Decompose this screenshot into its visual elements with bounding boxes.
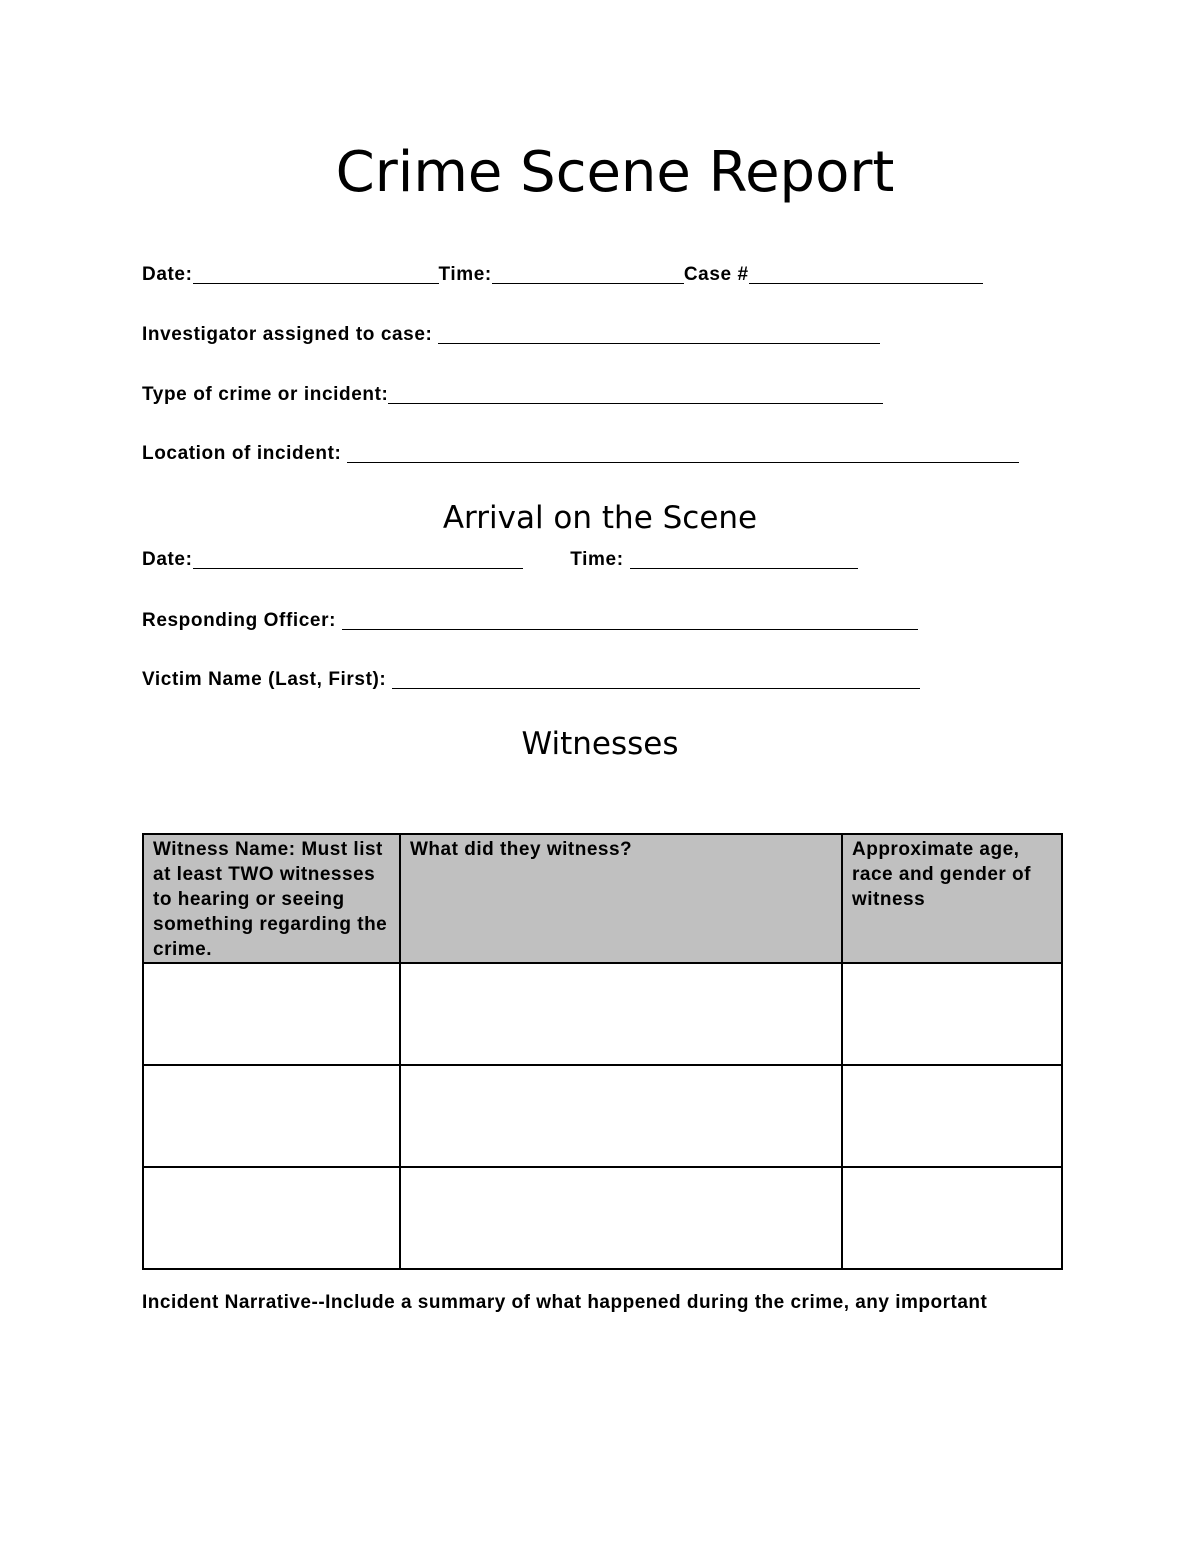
witness-observation-cell[interactable] bbox=[400, 963, 842, 1065]
case-number-field[interactable] bbox=[749, 264, 983, 284]
crime-type-row bbox=[142, 383, 883, 407]
witness-table-header-row bbox=[143, 834, 1062, 963]
table-row bbox=[143, 1167, 1062, 1269]
witness-name-cell[interactable] bbox=[143, 1167, 400, 1269]
location-label: Location of incident: bbox=[142, 443, 342, 464]
witness-observation-cell[interactable] bbox=[400, 1065, 842, 1167]
crime-type-field[interactable] bbox=[388, 384, 883, 404]
witness-observation-cell[interactable] bbox=[400, 1167, 842, 1269]
location-row bbox=[142, 442, 1019, 466]
time-field[interactable] bbox=[492, 264, 684, 284]
witnesses-heading: Witnesses bbox=[521, 726, 679, 762]
victim-field[interactable] bbox=[392, 669, 920, 689]
witness-description-cell[interactable] bbox=[842, 963, 1062, 1065]
arrival-date-field[interactable] bbox=[193, 549, 523, 569]
date-field[interactable] bbox=[193, 264, 439, 284]
arrival-time-field[interactable] bbox=[630, 549, 858, 569]
witness-observation-header: What did they witness? bbox=[400, 834, 842, 963]
table-row bbox=[143, 963, 1062, 1065]
date-label: Date: bbox=[142, 264, 193, 285]
arrival-time-label: Time: bbox=[570, 549, 624, 570]
officer-row bbox=[142, 609, 918, 633]
witness-table bbox=[142, 833, 1063, 1270]
victim-label: Victim Name (Last, First): bbox=[142, 669, 387, 690]
witness-description-cell[interactable] bbox=[842, 1065, 1062, 1167]
time-label: Time: bbox=[438, 264, 492, 285]
location-field[interactable] bbox=[347, 443, 1019, 463]
investigator-field[interactable] bbox=[438, 324, 880, 344]
incident-narrative-label: Incident Narrative--Include a summary of what happened during the crime, any important bbox=[142, 1292, 988, 1313]
officer-label: Responding Officer: bbox=[142, 610, 337, 631]
arrival-date-time-row bbox=[142, 548, 858, 572]
date-time-case-row bbox=[142, 263, 983, 287]
case-number-label: Case # bbox=[683, 264, 749, 285]
victim-row bbox=[142, 668, 920, 692]
witness-description-cell[interactable] bbox=[842, 1167, 1062, 1269]
page-title: Crime Scene Report bbox=[335, 140, 895, 205]
arrival-date-label: Date: bbox=[142, 549, 193, 570]
officer-field[interactable] bbox=[342, 610, 918, 630]
investigator-label: Investigator assigned to case: bbox=[142, 324, 433, 345]
witness-description-header: Approximate age, race and gender of witness bbox=[842, 834, 1062, 963]
table-row bbox=[143, 1065, 1062, 1167]
crime-type-label: Type of crime or incident: bbox=[142, 384, 389, 405]
arrival-heading: Arrival on the Scene bbox=[442, 500, 758, 536]
witness-name-cell[interactable] bbox=[143, 1065, 400, 1167]
witness-name-header: Witness Name: Must list at least TWO witnesses to hearing or seeing something regarding the crime. bbox=[143, 834, 400, 963]
witness-name-cell[interactable] bbox=[143, 963, 400, 1065]
investigator-row bbox=[142, 323, 880, 347]
